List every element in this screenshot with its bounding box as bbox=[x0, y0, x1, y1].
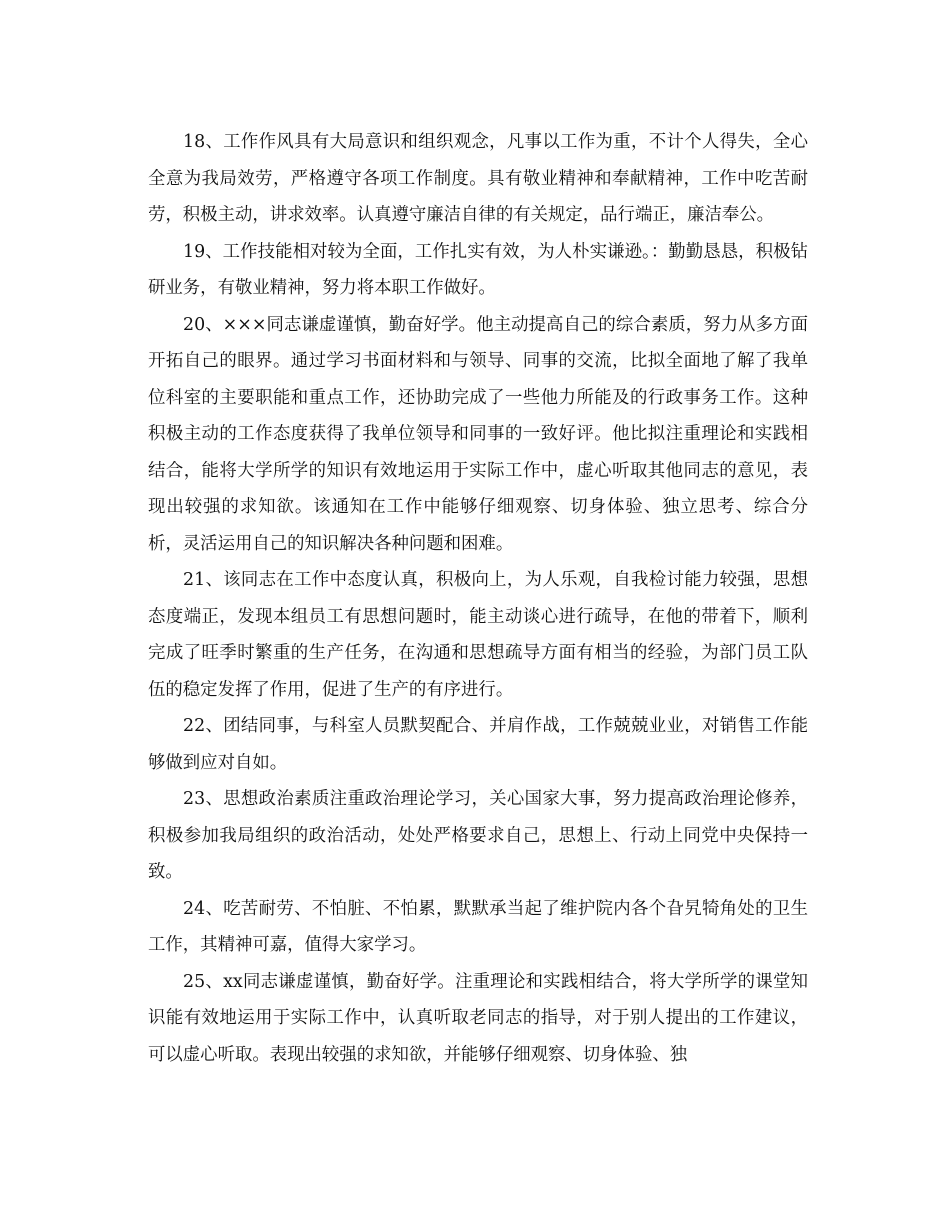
paragraph-25: 25、xx同志谦虚谨慎，勤奋好学。注重理论和实践相结合，将大学所学的课堂知识能有效地运用于实际工作中，认真听取老同志的指导，对于别人提出的工作建议，可以虚心听取。表现出较强的求知欲，并能够仔细观察、切身体验、独 bbox=[148, 971, 808, 1065]
paragraph-20: 20、×××同志谦虚谨慎，勤奋好学。他主动提高自己的综合素质，努力从多方面开拓自己的眼界。通过学习书面材料和与领导、同事的交流，比拟全面地了解了我单位科室的主要职能和重点工作，还协助完成了一些他力所能及的行政事务工作。这种积极主动的工作态度获得了我单位领导和同事的一致好评。他比拟注重理论和实践相结合，能将大学所学的知识有效地运用于实际工作中，虚心听取其他同志的意见，表现出较强的求知欲。该通知在工作中能够仔细观察、切身体验、独立思考、综合分析，灵活运用自己的知识解决各种问题和困难。 bbox=[148, 314, 808, 554]
paragraph-21: 21、该同志在工作中态度认真，积极向上，为人乐观，自我检讨能力较强，思想态度端正，发现本组员工有思想问题时，能主动谈心进行疏导，在他的带着下，顺利完成了旺季时繁重的生产任务，在沟通和思想疏导方面有相当的经验，为部门员工队伍的稳定发挥了作用，促进了生产的有序进行。 bbox=[148, 570, 808, 700]
paragraph-23: 23、思想政治素质注重政治理论学习，关心国家大事，努力提高政治理论修养，积极参加我局组织的政治活动，处处严格要求自己，思想上、行动上同党中央保持一致。 bbox=[148, 789, 808, 882]
document-body bbox=[148, 124, 808, 1073]
paragraph-18: 18、工作作风具有大局意识和组织观念，凡事以工作为重，不计个人得失，全心全意为我局效劳，严格遵守各项工作制度。具有敬业精神和奉献精神，工作中吃苦耐劳，积极主动，讲求效率。认真遵守廉洁自律的有关规定，品行端正，廉洁奉公。 bbox=[148, 132, 808, 225]
paragraph-24: 24、吃苦耐劳、不怕脏、不怕累，默默承当起了维护院内各个旮旯犄角处的卫生工作，其精神可嘉，值得大家学习。 bbox=[148, 898, 808, 955]
paragraph-19: 19、工作技能相对较为全面，工作扎实有效，为人朴实谦逊。：勤勤恳恳，积极钻研业务，有敬业精神，努力将本职工作做好。 bbox=[148, 241, 808, 298]
paragraph-22: 22、团结同事，与科室人员默契配合、并肩作战，工作兢兢业业，对销售工作能够做到应对自如。 bbox=[148, 716, 808, 773]
